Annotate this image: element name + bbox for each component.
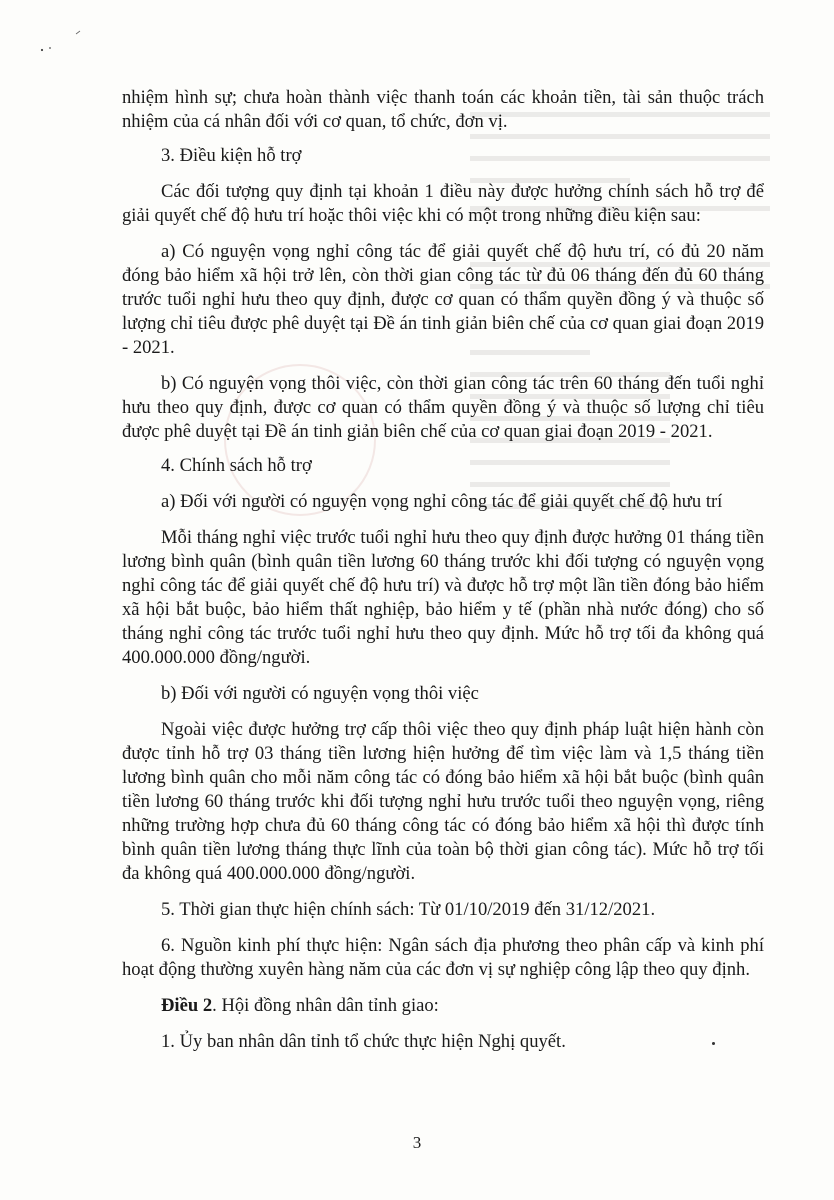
paragraph-eligible-subjects: Các đối tượng quy định tại khoản 1 điều này được hưởng chính sách hỗ trợ để giải quyết chế độ hưu trí hoặc thôi việc khi có một trong những điều kiện sau: bbox=[122, 181, 764, 226]
subheading-resignation: b) Đối với người có nguyện vọng thôi việc bbox=[161, 683, 479, 704]
paragraph-condition-b: b) Có nguyện vọng thôi việc, còn thời gian công tác trên 60 tháng đến tuổi nghỉ hưu theo quy định, được cơ quan có thẩm quyền đồng ý và thuộc số lượng chỉ tiêu được phê duyệt tại Đề án tinh giản biên chế của cơ quan giai đoạn 2019 - 2021. bbox=[122, 373, 764, 442]
scan-specks bbox=[36, 26, 96, 56]
article-2-heading bbox=[122, 994, 764, 1018]
body-text bbox=[122, 86, 764, 1054]
article-2-label: Điều 2 bbox=[161, 995, 213, 1016]
subheading-retirement: a) Đối với người có nguyện vọng nghỉ công tác để giải quyết chế độ hưu trí bbox=[161, 491, 723, 512]
paragraph-resignation-support: Ngoài việc được hưởng trợ cấp thôi việc theo quy định pháp luật hiện hành còn được tỉnh hỗ trợ 03 tháng tiền lương hiện hưởng để tìm việc làm và 1,5 tháng tiền lương bình quân cho mỗi năm công tác có đóng bảo hiểm xã hội bắt buộc (bình quân tiền lương 60 tháng trước khi đối tượng nghỉ hưu trước tuổi theo nguyện vọng, riêng những trường hợp chưa đủ 60 tháng công tác có đóng bảo hiểm xã hội thì được tính bình quân tiền lương tháng thực lĩnh của toàn bộ thời gian công tác). Mức hỗ trợ tối đa không quá 400.000.000 đồng/người. bbox=[122, 719, 764, 884]
paragraph-funding-source: 6. Nguồn kinh phí thực hiện: Ngân sách địa phương theo phân cấp và kinh phí hoạt động thường xuyên hàng năm của các đơn vị sự nghiệp công lập theo quy định. bbox=[122, 935, 764, 980]
section-heading-policy: 4. Chính sách hỗ trợ bbox=[161, 455, 312, 476]
scan-dot bbox=[712, 1042, 715, 1045]
paragraph-implementation-time: 5. Thời gian thực hiện chính sách: Từ 01/10/2019 đến 31/12/2021. bbox=[161, 899, 656, 920]
section-heading-conditions: 3. Điều kiện hỗ trợ bbox=[161, 145, 302, 166]
page-number: 3 bbox=[412, 1133, 422, 1152]
paragraph-retirement-support: Mỗi tháng nghỉ việc trước tuổi nghỉ hưu theo quy định được hưởng 01 tháng tiền lương bình quân (bình quân tiền lương 60 tháng trước khi đối tượng có nguyện vọng nghỉ công tác để giải quyết chế độ hưu trí) và được hỗ trợ một lần tiền đóng bảo hiểm xã hội bắt buộc, bảo hiểm thất nghiệp, bảo hiểm y tế (phần nhà nước đóng) cho số tháng nghỉ công tác trước tuổi nghỉ hưu theo quy định. Mức hỗ trợ tối đa không quá 400.000.000 đồng/người. bbox=[122, 527, 764, 668]
paragraph-condition-a: a) Có nguyện vọng nghỉ công tác để giải quyết chế độ hưu trí, có đủ 20 năm đóng bảo hiểm xã hội trở lên, còn thời gian công tác từ đủ 06 tháng đến đủ 60 tháng trước tuổi nghỉ hưu theo quy định, được cơ quan có thẩm quyền đồng ý và thuộc số lượng chỉ tiêu được phê duyệt tại Đề án tinh giản biên chế của cơ quan giai đoạn 2019 - 2021. bbox=[122, 241, 764, 358]
article-2-text: . Hội đồng nhân dân tỉnh giao: bbox=[212, 995, 439, 1016]
paragraph-assignment-1: 1. Ủy ban nhân dân tỉnh tổ chức thực hiện Nghị quyết. bbox=[161, 1031, 566, 1052]
paragraph-continuation: nhiệm hình sự; chưa hoàn thành việc thanh toán các khoản tiền, tài sản thuộc trách nhiệm của cá nhân đối với cơ quan, tổ chức, đơn vị. bbox=[122, 87, 764, 132]
